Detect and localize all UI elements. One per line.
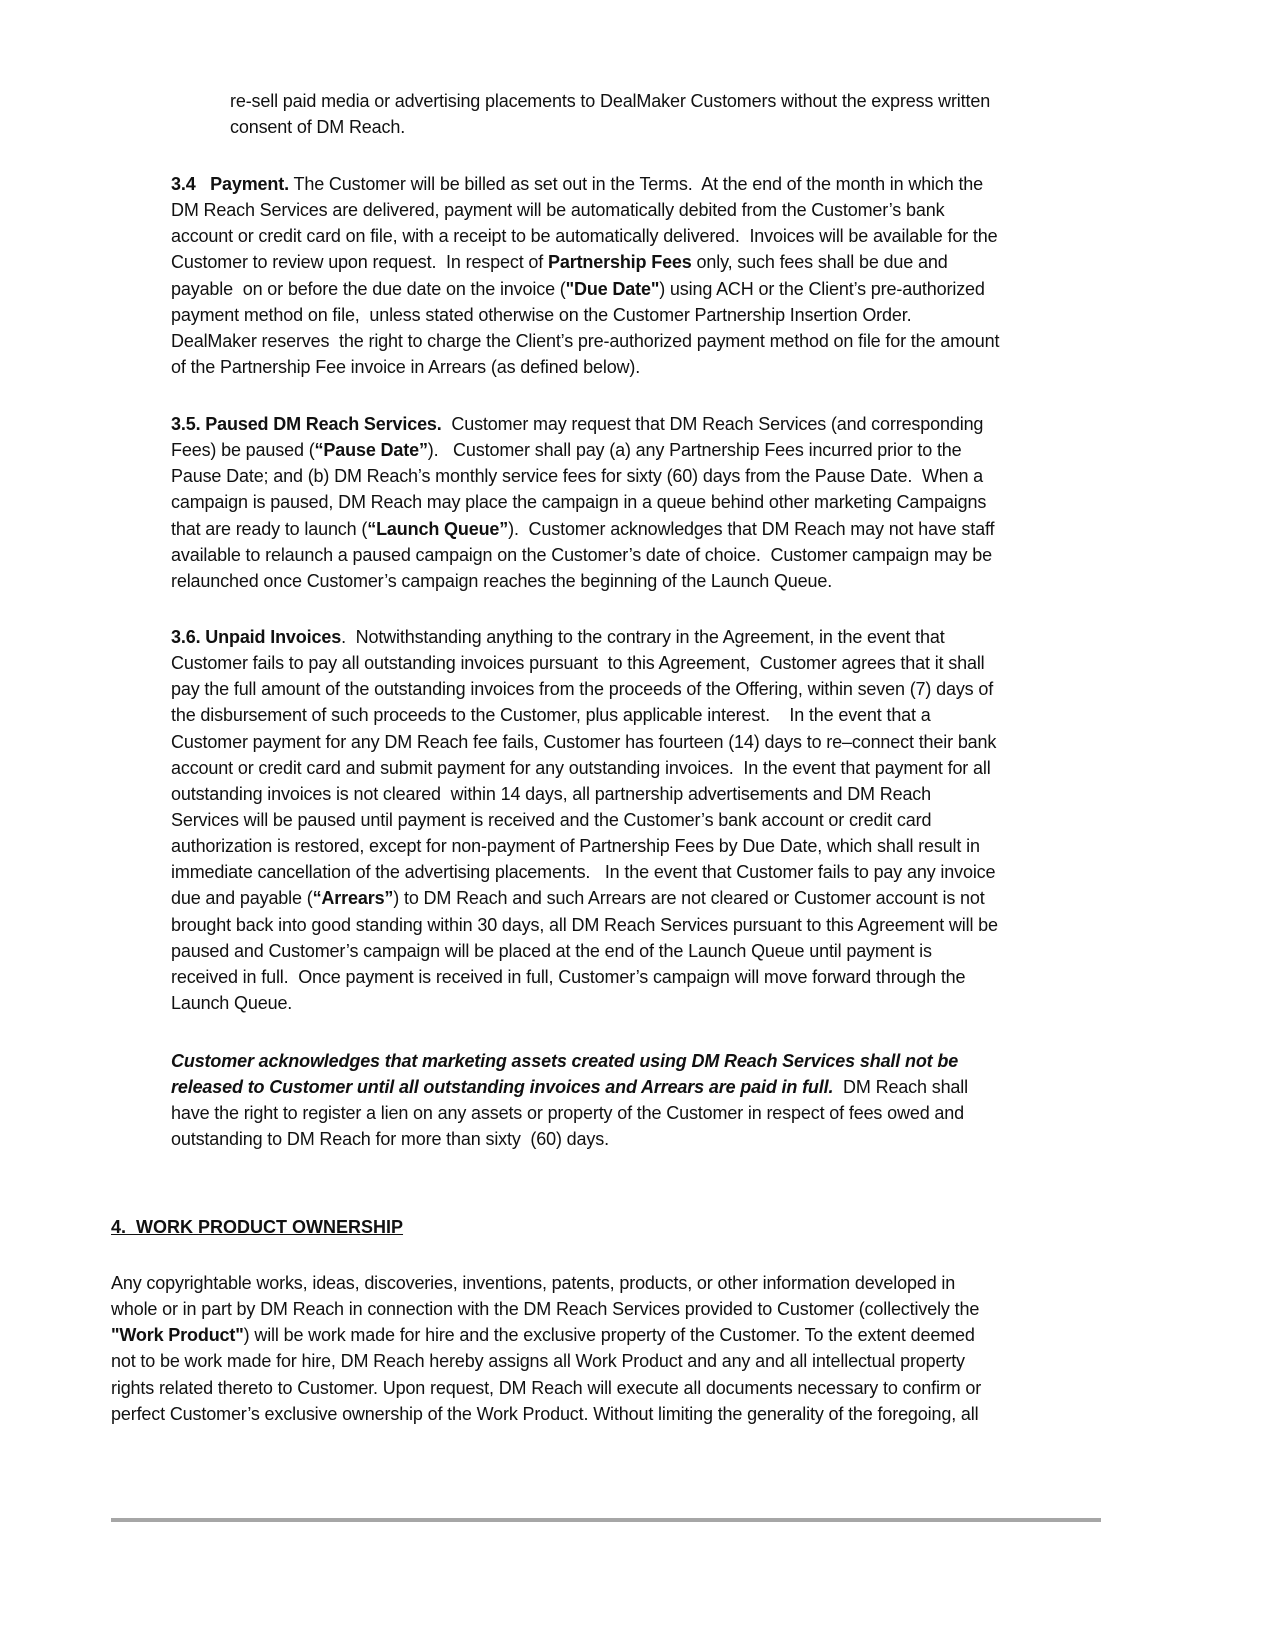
text-line [171, 171, 999, 197]
text-line [171, 676, 998, 702]
emphasized-text: “Arrears” [312, 888, 394, 909]
text-run: not to be work made for hire, DM Reach hereby assigns all Work Product and any and all intellectual property [111, 1351, 965, 1372]
text-run: re-sell paid media or advertising placements to DealMaker Customers without the express written [230, 91, 991, 111]
section-4-heading: 4. WORK PRODUCT OWNERSHIP [111, 1217, 404, 1237]
text-run: whole or in part by DM Reach in connection with the DM Reach Services provided to Customer (collectively the [111, 1299, 980, 1320]
text-run: The Customer will be billed as set out in the Terms. At the end of the month in which the [288, 174, 984, 194]
emphasized-text: Partnership Fees [548, 252, 692, 273]
text-line [171, 542, 994, 568]
text-run: Services will be paused until payment is received and the Customer’s bank account or credit card [171, 809, 932, 830]
text-run: Pause Date; and (b) DM Reach’s monthly service fees for sixty (60) days from the Pause Date. When a [171, 466, 984, 487]
text-line [171, 223, 999, 249]
emphasized-text: 3.5. Paused DM Reach Services. [171, 414, 442, 434]
text-run: of the Partnership Fee invoice in Arrears (as defined below). [171, 356, 641, 377]
text-run: ) to DM Reach and such Arrears are not cleared or Customer account is not [393, 888, 985, 909]
text-run: . Notwithstanding anything to the contrary in the Agreement, in the event that [341, 627, 945, 647]
emphasized-text: 3.4 Payment. [171, 174, 289, 194]
text-run: Customer fails to pay all outstanding invoices pursuant to this Agreement, Customer agrees that it shall [171, 653, 985, 674]
text-run: have the right to register a lien on any assets or property of the Customer in respect of fees owed and [171, 1103, 964, 1124]
text-line [171, 859, 998, 885]
text-run: available to relaunch a paused campaign on the Customer’s date of choice. Customer campaign may be [171, 544, 992, 565]
text-run: account or credit card and submit payment for any outstanding invoices. In the event that payment for all [171, 757, 991, 778]
text-line [171, 568, 994, 594]
text-run: the disbursement of such proceeds to the Customer, plus applicable interest. In the event that a [171, 705, 931, 726]
emphasized-text: released to Customer until all outstanding invoices and Arrears are paid in full. [171, 1077, 834, 1098]
emphasized-text: Customer acknowledges that marketing assets created using DM Reach Services shall not be [171, 1051, 959, 1071]
text-run: Launch Queue. [171, 992, 293, 1013]
paragraph-resale-clause [230, 88, 990, 140]
text-line [111, 1270, 981, 1296]
text-line [171, 885, 998, 911]
paragraph-3-5-paused-services [171, 411, 994, 594]
text-run: payable on or before the due date on the invoice ( [171, 278, 566, 299]
paragraph-3-6-unpaid-invoices [171, 624, 998, 1016]
text-line [171, 197, 999, 223]
text-run: Fees) be paused ( [171, 440, 315, 461]
text-line [171, 624, 998, 650]
emphasized-text: “Pause Date” [314, 440, 428, 461]
text-run: Customer payment for any DM Reach fee fails, Customer has fourteen (14) days to re–connect their bank [171, 731, 997, 752]
text-line [111, 1401, 981, 1427]
text-run: authorization is restored, except for non-payment of Partnership Fees by Due Date, which shall result in [171, 836, 980, 857]
text-line [171, 437, 994, 463]
text-line [171, 964, 998, 990]
text-run: rights related thereto to Customer. Upon request, DM Reach will execute all documents necessary to confirm or [111, 1377, 982, 1398]
text-run: outstanding to DM Reach for more than sixty (60) days. [171, 1129, 609, 1150]
text-line [111, 1322, 981, 1348]
text-run: DM Reach shall [833, 1077, 968, 1098]
text-line [171, 1100, 968, 1126]
text-line [171, 489, 994, 515]
text-line [111, 1375, 981, 1401]
text-run: due and payable ( [171, 888, 313, 909]
text-run: relaunched once Customer’s campaign reaches the beginning of the Launch Queue. [171, 570, 833, 591]
text-run: DM Reach Services are delivered, payment will be automatically debited from the Customer’s bank [171, 200, 945, 221]
text-line [171, 781, 998, 807]
text-line [171, 463, 994, 489]
text-line [171, 650, 998, 676]
text-run: account or credit card on file, with a receipt to be automatically delivered. Invoices will be available for the [171, 226, 998, 247]
text-run: campaign is paused, DM Reach may place the campaign in a queue behind other marketing Campaigns [171, 492, 987, 513]
text-line [171, 729, 998, 755]
text-run: Customer may request that DM Reach Services (and corresponding [441, 414, 984, 434]
text-line [111, 1348, 981, 1374]
text-run: outstanding invoices is not cleared within 14 days, all partnership advertisements and DM Reach [171, 783, 932, 804]
text-run: immediate cancellation of the advertising placements. In the event that Customer fails to pay any invoice [171, 862, 996, 883]
text-line [171, 1074, 968, 1100]
text-run: only, such fees shall be due and [691, 252, 948, 273]
emphasized-text: "Due Date" [565, 278, 660, 299]
paragraph-3-4-payment [171, 171, 999, 380]
text-line [171, 990, 998, 1016]
text-run: ) using ACH or the Client’s pre-authorized [659, 278, 985, 299]
text-line [171, 249, 999, 275]
text-line [171, 912, 998, 938]
text-run: payment method on file, unless stated otherwise on the Customer Partnership Insertion Order. [171, 304, 912, 325]
text-run: paused and Customer’s campaign will be placed at the end of the Launch Queue until payment is [171, 940, 932, 961]
text-line [171, 938, 998, 964]
paragraph-4-work-product [111, 1270, 981, 1427]
footer-divider [111, 1518, 1101, 1522]
emphasized-text: “Launch Queue” [367, 518, 509, 539]
text-run: ) will be work made for hire and the exclusive property of the Customer. To the extent deemed [243, 1325, 975, 1346]
text-run: Any copyrightable works, ideas, discoveries, inventions, patents, products, or other information developed in [111, 1273, 956, 1293]
text-line [111, 1296, 981, 1322]
text-line [171, 516, 994, 542]
text-run: ). Customer acknowledges that DM Reach may not have staff [508, 518, 995, 539]
text-line [171, 276, 999, 302]
text-line [171, 833, 998, 859]
text-run: consent of DM Reach. [230, 117, 406, 138]
emphasized-text: 3.6. Unpaid Invoices [171, 627, 342, 647]
text-run: brought back into good standing within 30 days, all DM Reach Services pursuant to this Agreement will be [171, 914, 998, 935]
text-line [171, 411, 994, 437]
text-run: perfect Customer’s exclusive ownership of the Work Product. Without limiting the generality of the foregoing, all [111, 1403, 979, 1424]
text-line [171, 354, 999, 380]
text-run: received in full. Once payment is received in full, Customer’s campaign will move forward through the [171, 966, 966, 987]
emphasized-text: "Work Product" [111, 1325, 244, 1346]
text-line [171, 1048, 968, 1074]
text-run: that are ready to launch ( [171, 518, 368, 539]
text-line [171, 302, 999, 328]
text-line [171, 1126, 968, 1152]
text-line [230, 88, 990, 114]
text-run: DealMaker reserves the right to charge the Client’s pre-authorized payment method on file for the amount [171, 330, 1000, 351]
paragraph-marketing-assets-lien [171, 1048, 968, 1153]
text-line [230, 114, 990, 140]
text-line [171, 807, 998, 833]
text-run: Customer to review upon request. In respect of [171, 252, 548, 273]
text-run: pay the full amount of the outstanding invoices from the proceeds of the Offering, within seven (7) days of [171, 679, 994, 700]
text-run: ). Customer shall pay (a) any Partnership Fees incurred prior to the [427, 440, 962, 461]
text-line [171, 702, 998, 728]
text-line [171, 328, 999, 354]
text-line [171, 755, 998, 781]
